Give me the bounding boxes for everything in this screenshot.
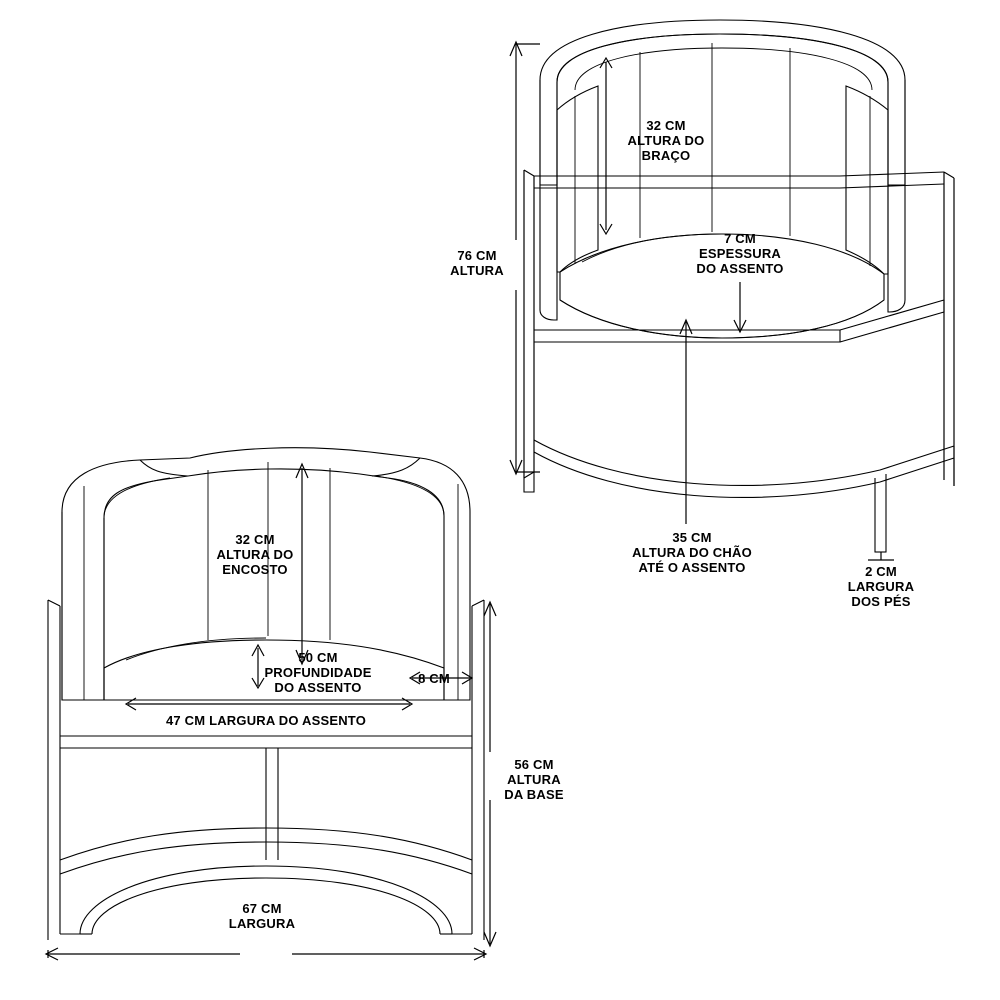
label-base-height: 56 CM ALTURA DA BASE [504,757,564,802]
label-total-height: 76 CM ALTURA [450,248,504,278]
label-total-width: 67 CM LARGURA [228,901,296,931]
label-backrest-height: 32 CM ALTURA DO ENCOSTO [216,532,294,577]
label-arm-height: 32 CM ALTURA DO BRAÇO [627,118,705,163]
perspective-view [524,20,954,552]
label-seat-width: 47 CM LARGURA DO ASSENTO [165,713,367,728]
label-feet-width: 2 CM LARGURA DOS PÉS [847,564,915,609]
label-seat-depth: 50 CM PROFUNDIDADE DO ASSENTO [264,650,372,695]
label-seat-thickness: 7 CM ESPESSURA DO ASSENTO [696,231,784,276]
label-arm-thickness: 8 CM [418,671,450,686]
label-floor-to-seat: 35 CM ALTURA DO CHÃO ATÉ O ASSENTO [632,530,752,575]
